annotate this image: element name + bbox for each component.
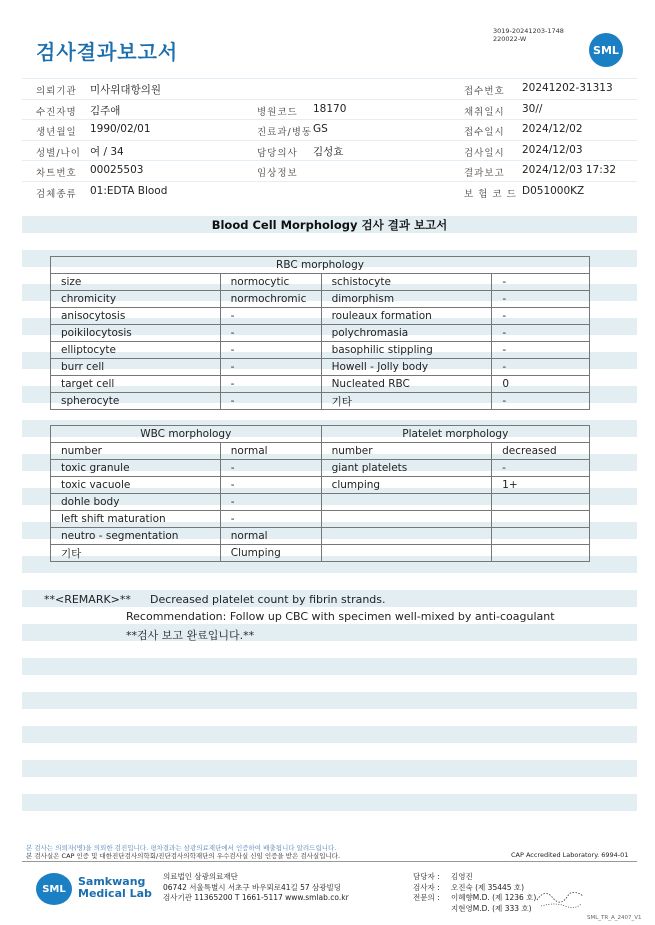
finding-value: - — [492, 291, 590, 308]
document-title: 검사결과보고서 — [36, 40, 179, 64]
finding-name: number — [321, 443, 492, 460]
finding-value: - — [492, 460, 590, 477]
remark-line-2: Recommendation: Follow up CBC with specimen well-mixed by anti-coagulant — [126, 610, 555, 623]
version-code: SML_TR_A_2407_V1 — [587, 915, 642, 921]
patient-info-row — [22, 119, 637, 140]
org-name — [78, 876, 152, 900]
staff-list — [413, 872, 536, 914]
finding-name: schistocyte — [321, 274, 492, 291]
finding-name: target cell — [51, 376, 221, 393]
finding-value: Clumping — [220, 545, 321, 562]
finding-name: 기타 — [51, 545, 221, 562]
field-label: 검체종류 — [36, 188, 77, 200]
field-value: 미사위대항의원 — [90, 84, 162, 96]
footer-note-dark: 본 검사실은 CAP 인증 및 대한진단검사의학회/진단검사의학재단의 우수검사실 신임 인증을 받은 검사실입니다. — [26, 852, 341, 860]
wbc-platelet-morphology-table — [50, 425, 590, 562]
finding-name: anisocytosis — [51, 308, 221, 325]
finding-name: poikilocytosis — [51, 325, 221, 342]
field-label: 보 험 코 드 — [464, 188, 517, 200]
finding-name: Nucleated RBC — [321, 376, 492, 393]
finding-value: - — [492, 342, 590, 359]
platelet-header: Platelet morphology — [321, 426, 589, 443]
field-label: 생년월일 — [36, 127, 77, 139]
wbc-row — [51, 545, 590, 562]
finding-name: chromicity — [51, 291, 221, 308]
wbc-row — [51, 494, 590, 511]
finding-name: basophilic stippling — [321, 342, 492, 359]
field-label: 담당의사 — [257, 147, 298, 159]
remark-line-1: Decreased platelet count by fibrin strands. — [150, 593, 386, 606]
field-value: 30// — [522, 102, 543, 115]
rbc-morphology-table — [50, 256, 590, 410]
rbc-row — [51, 376, 590, 393]
field-value: 01:EDTA Blood — [90, 184, 168, 197]
patient-info-row — [22, 140, 637, 161]
staff-row — [413, 872, 536, 883]
patient-info-row — [22, 160, 637, 181]
wbc-row — [51, 511, 590, 528]
rbc-row — [51, 308, 590, 325]
finding-name: burr cell — [51, 359, 221, 376]
finding-value: - — [220, 511, 321, 528]
rbc-row — [51, 325, 590, 342]
wbc-header: WBC morphology — [51, 426, 322, 443]
patient-info-row — [22, 181, 637, 202]
org-address-line-2: 06742 서울특별시 서초구 바우뫼로41길 57 삼광빌딩 — [163, 882, 342, 892]
footer-divider — [22, 861, 637, 862]
finding-value: normal — [220, 528, 321, 545]
staff-name: 김영진 — [451, 872, 473, 881]
field-value: 20241202-31313 — [522, 82, 613, 94]
field-label: 접수번호 — [464, 86, 505, 97]
finding-value: normochromic — [220, 291, 321, 308]
staff-name: 지현영M.D. (제 333 호) — [451, 903, 532, 913]
finding-name: left shift maturation — [51, 511, 221, 528]
wbc-row — [51, 528, 590, 545]
field-label: 진료과/병동 — [257, 127, 313, 139]
finding-value: 1+ — [492, 477, 590, 494]
staff-role: 담당자 : — [413, 872, 440, 881]
wbc-row — [51, 460, 590, 477]
finding-value: - — [492, 325, 590, 342]
finding-name: neutro - segmentation — [51, 528, 221, 545]
rbc-row — [51, 291, 590, 308]
patient-info-row — [22, 99, 637, 120]
section-title: Blood Cell Morphology 검사 결과 보고서 — [211, 218, 448, 232]
finding-value: - — [220, 342, 321, 359]
document-code — [493, 27, 564, 43]
field-value: 2024/12/03 17:32 — [522, 164, 617, 177]
finding-value: - — [220, 494, 321, 511]
rbc-row — [51, 393, 590, 410]
field-value: 18170 — [313, 102, 347, 115]
finding-name — [321, 494, 492, 511]
finding-value: - — [492, 274, 590, 291]
finding-name: dimorphism — [321, 291, 492, 308]
org-address-line-1: 의료법인 삼광의료재단 — [163, 872, 238, 881]
finding-name — [321, 528, 492, 545]
remark-line-3: **검사 보고 완료입니다.** — [126, 629, 255, 642]
field-value: 여 / 34 — [90, 145, 124, 158]
document-code-line-1: 3019-20241203-1748 — [493, 27, 564, 35]
field-label: 검사일시 — [464, 147, 505, 159]
field-label: 결과보고 — [464, 168, 505, 180]
staff-role: 검사자 : — [413, 882, 440, 892]
field-label: 채취일시 — [464, 106, 505, 118]
finding-value — [492, 545, 590, 562]
wbc-row — [51, 477, 590, 494]
finding-value: normal — [220, 443, 321, 460]
field-value: 김성효 — [313, 145, 344, 158]
footer-logo: SML — [36, 873, 72, 905]
field-value: D051000KZ — [522, 184, 585, 197]
rbc-header: RBC morphology — [51, 257, 590, 274]
finding-name: 기타 — [321, 393, 492, 410]
remark-label: **<REMARK>** — [44, 593, 131, 606]
finding-value: - — [220, 376, 321, 393]
stripe-band — [22, 760, 637, 777]
finding-name: rouleaux formation — [321, 308, 492, 325]
finding-value: - — [492, 308, 590, 325]
rbc-row — [51, 342, 590, 359]
field-value: 00025503 — [90, 164, 144, 177]
org-name-line-2: Medical Lab — [78, 887, 152, 900]
staff-row — [413, 904, 536, 915]
field-label: 수진자명 — [36, 106, 77, 118]
document-code-line-2: 220022-W — [493, 35, 527, 43]
field-label: 의뢰기관 — [36, 86, 77, 97]
field-label: 임상정보 — [257, 168, 298, 180]
finding-name: size — [51, 274, 221, 291]
finding-name: giant platelets — [321, 460, 492, 477]
finding-value: - — [220, 359, 321, 376]
field-value: 김주애 — [90, 104, 121, 117]
patient-info-row — [22, 78, 637, 99]
field-value: 2024/12/02 — [522, 123, 583, 136]
finding-value — [492, 494, 590, 511]
sml-logo: SML — [589, 33, 623, 67]
finding-value: 0 — [492, 376, 590, 393]
finding-value: - — [492, 359, 590, 376]
staff-row — [413, 883, 536, 894]
finding-value: - — [220, 308, 321, 325]
org-name-line-1: Samkwang — [78, 875, 146, 888]
org-address — [163, 872, 349, 904]
field-value: 2024/12/03 — [522, 143, 583, 156]
stripe-band — [22, 794, 637, 811]
finding-name — [321, 545, 492, 562]
cap-accreditation: CAP Accredited Laboratory. 6994-01 — [511, 851, 629, 859]
field-label: 접수일시 — [464, 127, 505, 139]
wbc-row — [51, 443, 590, 460]
org-address-line-3: 검사기관 11365200 T 1661-5117 www.smlab.co.kr — [163, 893, 349, 902]
rbc-row — [51, 359, 590, 376]
finding-name: number — [51, 443, 221, 460]
finding-value — [492, 528, 590, 545]
finding-value: - — [220, 325, 321, 342]
patient-info — [22, 78, 637, 202]
finding-name: polychromasia — [321, 325, 492, 342]
finding-name: spherocyte — [51, 393, 221, 410]
field-label: 성별/나이 — [36, 147, 81, 159]
field-label: 병원코드 — [257, 106, 298, 118]
finding-name: toxic vacuole — [51, 477, 221, 494]
finding-value: normocytic — [220, 274, 321, 291]
field-value: 1990/02/01 — [90, 123, 151, 136]
stripe-band — [22, 692, 637, 709]
finding-name: clumping — [321, 477, 492, 494]
footer-note-blue: 본 검사는 의뢰자(병)을 의뢰한 검진입니다. 평차결과는 삼광의료재단에서 인증하여 배출됩니다 알려드립니다. — [26, 844, 337, 852]
finding-value: decreased — [492, 443, 590, 460]
field-value: GS — [313, 123, 328, 136]
staff-role: 전문의 : — [413, 893, 440, 902]
finding-name: dohle body — [51, 494, 221, 511]
finding-value — [492, 511, 590, 528]
finding-value: - — [492, 393, 590, 410]
staff-name: 오진숙 (제 35445 호) — [451, 882, 525, 892]
staff-row — [413, 893, 536, 904]
stripe-band — [22, 658, 637, 675]
staff-name: 이혜향M.D. (제 1236 호) — [451, 893, 537, 902]
finding-name — [321, 511, 492, 528]
finding-value: - — [220, 393, 321, 410]
finding-name: elliptocyte — [51, 342, 221, 359]
finding-value: - — [220, 460, 321, 477]
signature — [535, 880, 585, 910]
finding-value: - — [220, 477, 321, 494]
stripe-band — [22, 726, 637, 743]
finding-name: Howell - Jolly body — [321, 359, 492, 376]
stripe-band — [22, 624, 637, 641]
finding-name: toxic granule — [51, 460, 221, 477]
rbc-row — [51, 274, 590, 291]
field-label: 차트번호 — [36, 168, 77, 180]
